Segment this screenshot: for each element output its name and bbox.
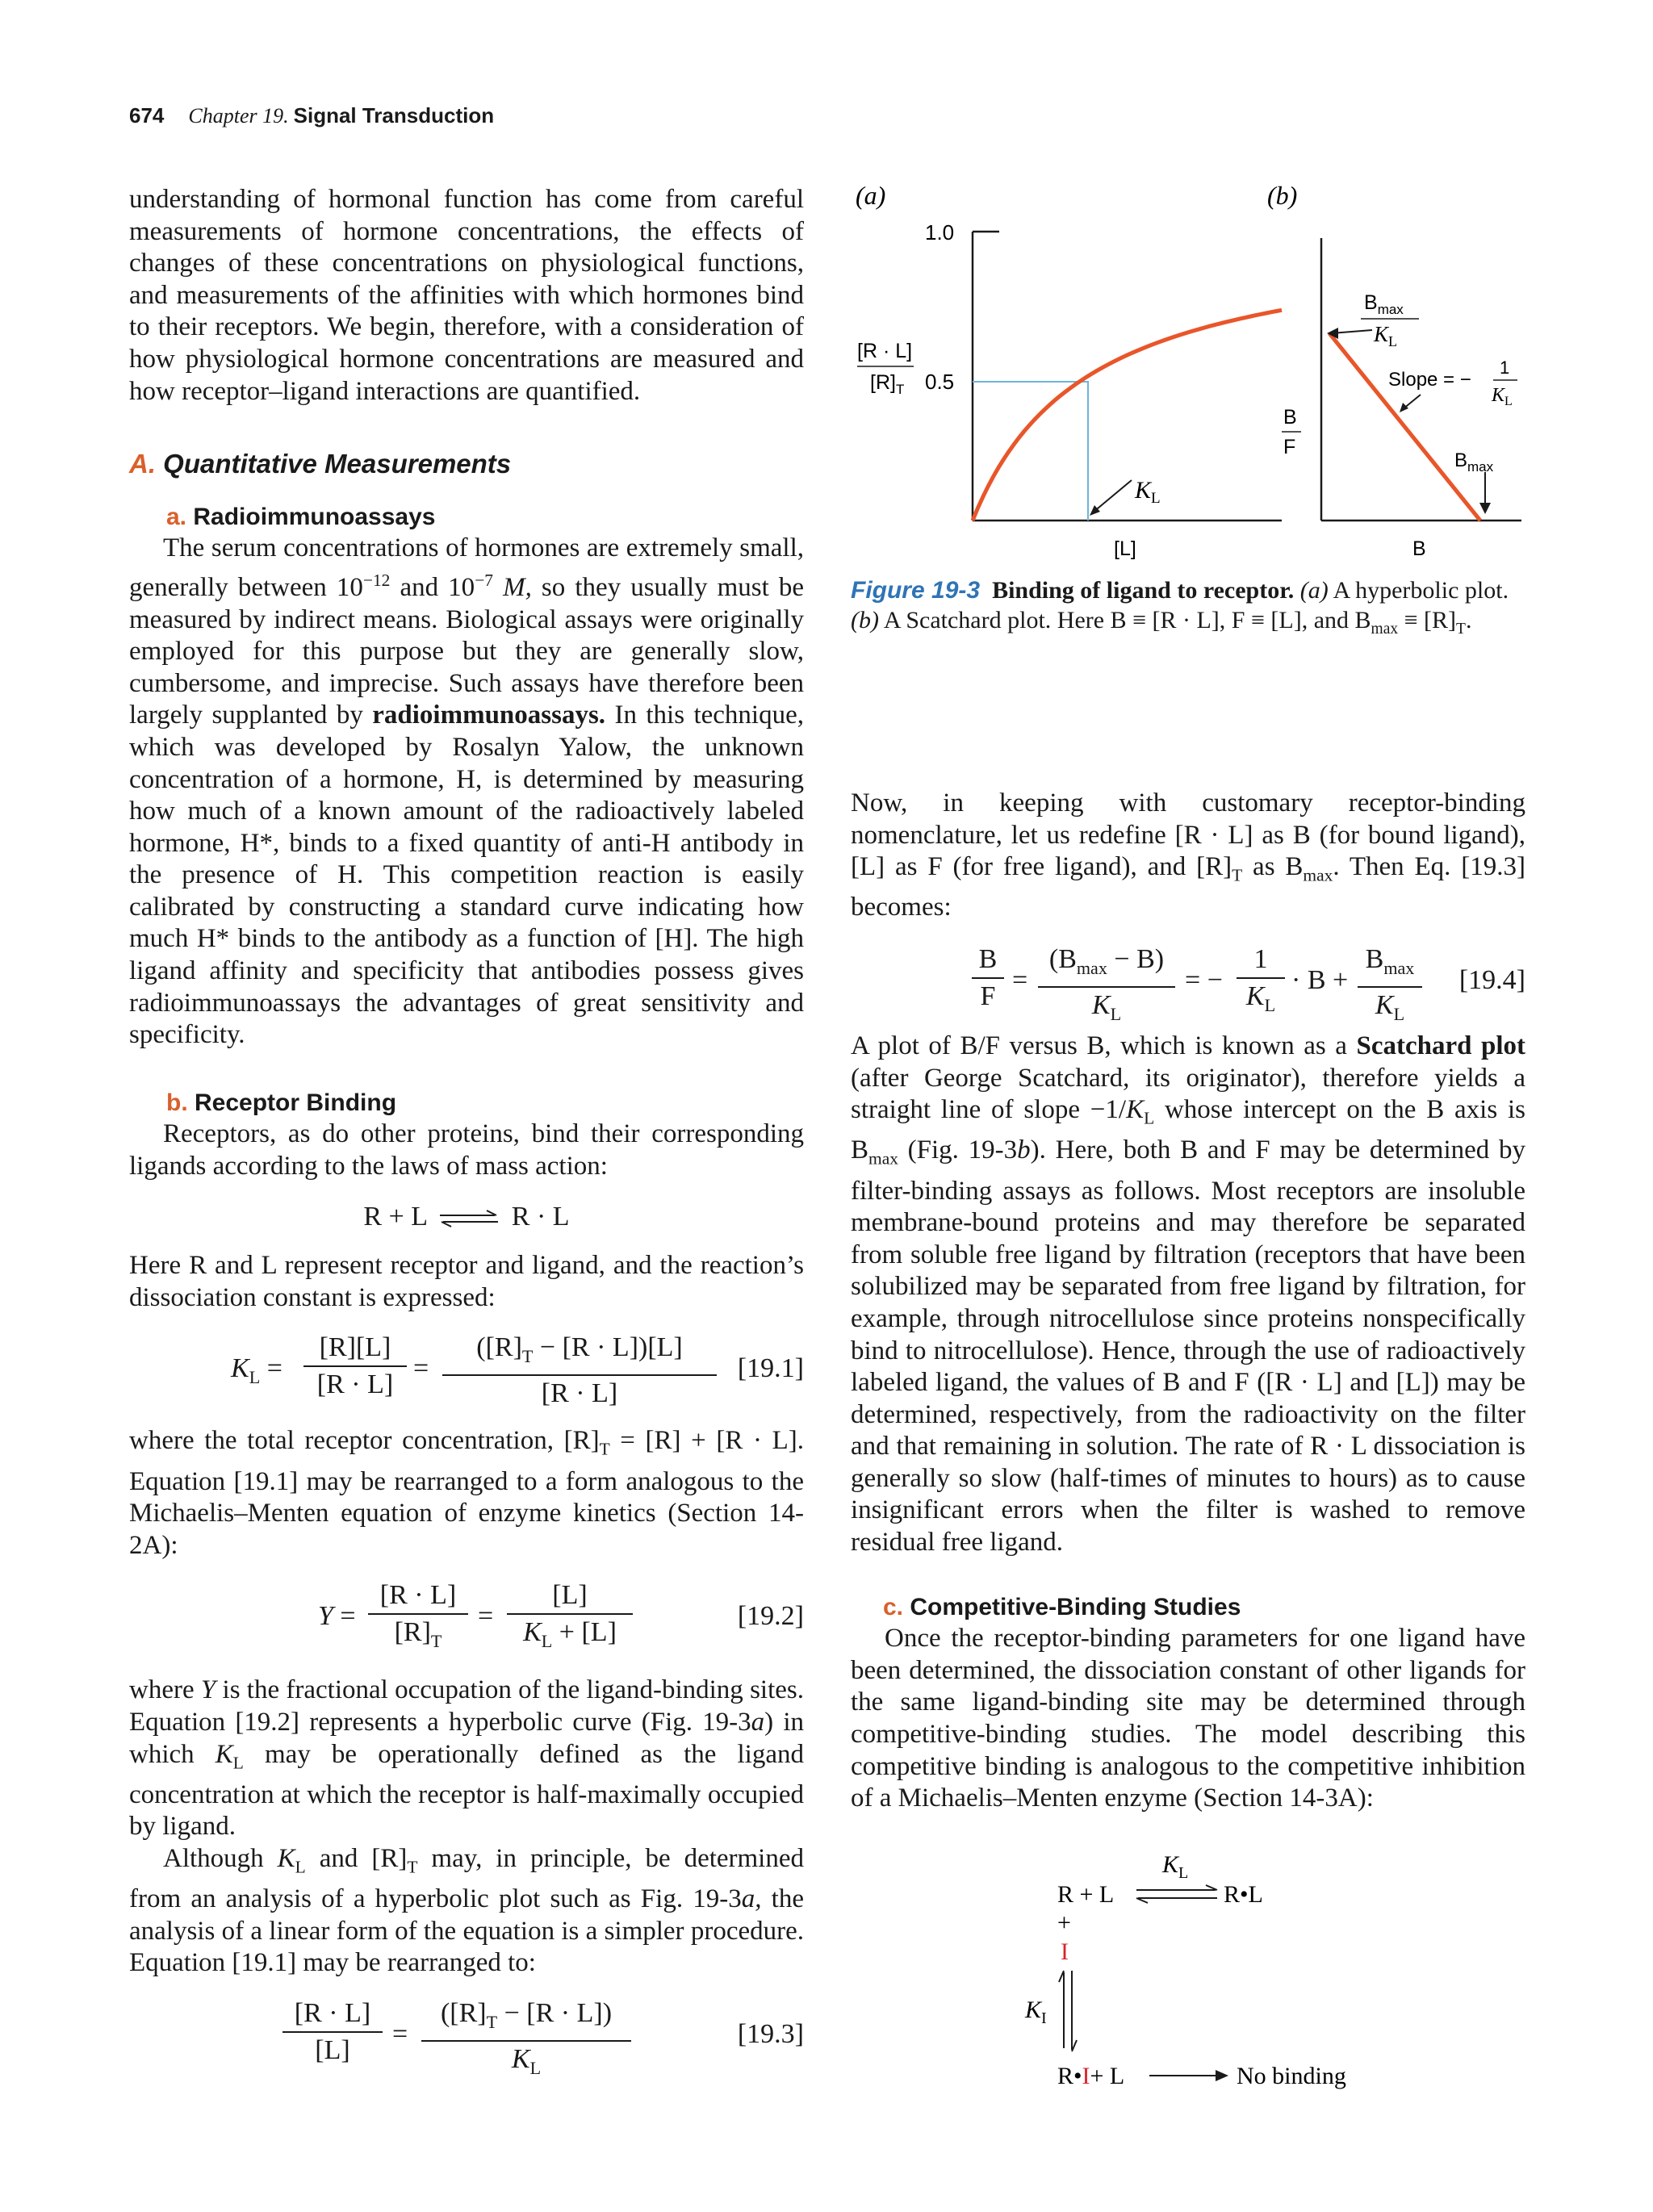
- slope-arrowhead: [1400, 403, 1408, 412]
- y-label-b-numerator: B: [1283, 406, 1297, 429]
- slope-label: Slope = −: [1388, 369, 1471, 391]
- tick-label-1-0: 1.0: [925, 220, 955, 245]
- right-paragraph-2: A plot of B/F versus B, which is known as a Scatchard plot (after George Scatchard, its originator), therefore yields a straight line of slope $-1/K_L$ whose intercept on the B axis is $B_{max}$ (Fig. 19-3b). Here, both B and F may be determined by filter-binding assays as follows. Most receptors are insoluble membrane-bound proteins and may therefore be separated from soluble free ligand by filtration (receptors that have been solubilized may be separated from free ligand by filtration, for example, through nitrocellulose since proteins nonspecifically bind to nitrocellulose). Hence, through the use of radioactively labeled ligand, the values of B and F ([R · L] and [L]) may be determined, respectively, from the radioactivity on the filter and that remaining in solution. The rate of R · L dissociation is generally so slow (half-times of minutes to hours) as to cause insignificant errors when the filter is washed to remove residual free ligand.: [851, 1031, 1526, 1558]
- equation-19-4: B F = $(B_{max} - B)$ $K_L$ = − 1 $K_L$ · B + $B_{max}$ $K_L$ [19.4]: [851, 942, 1525, 1022]
- receptor-binding-paragraph-4: where Y is the fractional occupation of the ligand-binding sites. Equation [19.2] represents a hyperbolic curve (Fig. 19-3a) in which $K_L$ may be operationally defined as the ligand concentration at which the receptor is half-maximally occupied by ligand.: [129, 1675, 804, 1842]
- right-paragraph-1: Now, in keeping with customary receptor-binding nomenclature, let us redefine [R · L] as B (for bound ligand), [L] as F (for free ligand), and $[R]_T$ as $B_{max}$. Then Eq. [19.3] becomes:: [851, 788, 1525, 922]
- x-label-a: [L]: [1114, 537, 1136, 560]
- slope-numerator: 1: [1500, 358, 1510, 378]
- scheme-kl-label: $K_L$: [1162, 1851, 1189, 1882]
- scheme-plus: +: [1057, 1909, 1071, 1936]
- subsection-heading-receptor-binding: b. Receptor Binding: [166, 1089, 397, 1116]
- scheme-equilibrium-arrows-icon: [1136, 1885, 1217, 1903]
- figure-number: Figure 19-3: [851, 577, 981, 604]
- receptor-binding-paragraph-3: where the total receptor concentration, $[R]_T = [R] + [R \cdot L]$. Equation [19.1] may be rearranged to a form analogous to the Michaelis–Menten equation of enzyme kinetics (Section 14-2A):: [129, 1426, 804, 1560]
- y-label-a-numerator: [R · L]: [857, 340, 913, 362]
- equation-number-19-3: [19.3]: [737, 2018, 804, 2049]
- scheme-inhibitor: I: [1061, 1938, 1069, 1965]
- scheme-r-plus-l: R + L: [1057, 1881, 1115, 1908]
- receptor-binding-paragraph-2: Here R and L represent receptor and ligand, and the reaction’s dissociation constant is expressed:: [129, 1251, 804, 1312]
- scatchard-line: [1329, 333, 1480, 521]
- receptor-binding-paragraph-1: Receptors, as do other proteins, bind their corresponding ligands according to the laws of mass action:: [129, 1119, 804, 1181]
- scheme-complex-rl: R•L: [1224, 1881, 1263, 1908]
- y-intercept-numerator: $B_{max}$: [1364, 291, 1404, 317]
- running-title: Signal Transduction: [293, 103, 495, 128]
- scheme-no-binding: No binding: [1237, 2063, 1346, 2089]
- equation-number-19-1: [19.1]: [737, 1353, 804, 1384]
- figure-19-3: [847, 182, 1534, 569]
- right-column: [851, 788, 1525, 1815]
- equation-number-19-4: [19.4]: [1458, 964, 1525, 995]
- competitive-binding-paragraph: Once the receptor-binding parameters for one ligand have been determined, the dissociation constant of other ligands for the same ligand-binding site may be determined through competitive-binding studies. The model describing this competitive binding is analogous to the competitive inhibition of a Michaelis–Menten enzyme (Section 14-3A):: [851, 1624, 1525, 1813]
- reaction-equilibrium: R + L R · L: [363, 1201, 570, 1231]
- tick-label-0-5: 0.5: [925, 370, 955, 394]
- scheme-vertical-equilibrium-icon: [1059, 1971, 1077, 2051]
- no-binding-arrowhead: [1216, 2070, 1228, 2081]
- equation-number-19-2: [19.2]: [737, 1601, 804, 1632]
- equation-19-1: $K_L$ = [R][L] [R · L] = $([R]_T - [R \cdot L])[L]$ [R · L] [19.1]: [129, 1330, 804, 1407]
- panel-label-b: (b): [1267, 182, 1298, 210]
- x-label-b: B: [1412, 537, 1426, 560]
- kl-pointer-arrow: [1093, 480, 1132, 512]
- running-header: [129, 103, 494, 128]
- y-label-a-denominator: $[R]_T$: [870, 371, 905, 397]
- subsection-heading-radioimmunoassays: a. Radioimmunoassays: [166, 503, 436, 530]
- hyperbolic-binding-curve: [973, 310, 1282, 521]
- kl-label-a: $K_L$: [1135, 477, 1161, 507]
- equation-19-3: [R · L] [L] = $([R]_T - [R \cdot L])$ $K_L$ [19.3]: [129, 1996, 804, 2073]
- x-intercept-arrowhead: [1479, 503, 1491, 514]
- slope-denominator: $K_L$: [1492, 385, 1513, 408]
- equation-19-2: Y = [R · L] $[R]_T$ = [L] $K_L + [L]$ [19.2]: [129, 1578, 804, 1655]
- equilibrium-arrows-icon: [437, 1209, 501, 1228]
- half-max-guide-lines: [973, 382, 1088, 521]
- intro-paragraph: understanding of hormonal function has come from careful measurements of hormone concentrations, the effects of changes of these concentrations on physiological functions, and measurements of the affinities with which hormones bind to their receptors. We begin, therefore, with a consideration of how physiological hormone concentrations are measured and how receptor–ligand interactions are quantified.: [129, 185, 804, 406]
- competitive-binding-scheme: [1009, 1840, 1380, 2098]
- y-label-b-denominator: F: [1283, 436, 1296, 458]
- scheme-ri-complex: R•I+ L: [1057, 2063, 1125, 2089]
- chapter-label: Chapter 19.: [188, 104, 289, 128]
- scheme-ki-label: $K_I$: [1025, 1997, 1047, 2027]
- left-column: [129, 184, 805, 2078]
- figure-caption: Figure 19-3 Binding of ligand to receptor. (a) A hyperbolic plot. (b) A Scatchard plot. Here B ≡ [R · L], F ≡ [L], and $B_{max} \equiv [R]_T$.: [851, 577, 1509, 638]
- radioimmunoassay-paragraph: The serum concentrations of hormones are extremely small, generally between $10^{-12}$ and $10^{-7}$ M, so they usually must be measured by indirect means. Biological assays were originally employed for this purpose but they are generally slow, cumbersome, and imprecise. Such assays have therefore been largely supplanted by radioimmunoassays. In this technique, which was developed by Rosalyn Yalow, the unknown concentration of a hormone, H, is determined by measuring how much of a known amount of the radioactively labeled hormone, H*, binds to a fixed quantity of anti-H antibody in the presence of H. This competition reaction is easily calibrated by constructing a standard curve indicating how much H* binds to the antibody as a function of [H]. The high ligand affinity and specificity that antibodies possess gives radioimmunoassays the advantages of great sensitivity and specificity.: [129, 533, 805, 1050]
- page-number: 674: [129, 103, 165, 128]
- receptor-binding-paragraph-5: Although $K_L$ and $[R]_T$ may, in principle, be determined from an analysis of a hyperbolic plot such as Fig. 19-3a, the analysis of a linear form of the equation is a simpler procedure. Equation [19.1] may be rearranged to:: [129, 1843, 804, 1978]
- x-intercept-label: $B_{max}$: [1454, 450, 1494, 475]
- y-intercept-denominator: $K_L$: [1374, 322, 1398, 349]
- subsection-heading-competitive-binding: c. Competitive-Binding Studies: [883, 1593, 1241, 1620]
- section-heading-a: A. Quantitative Measurements: [129, 449, 512, 479]
- panel-label-a: (a): [856, 182, 886, 210]
